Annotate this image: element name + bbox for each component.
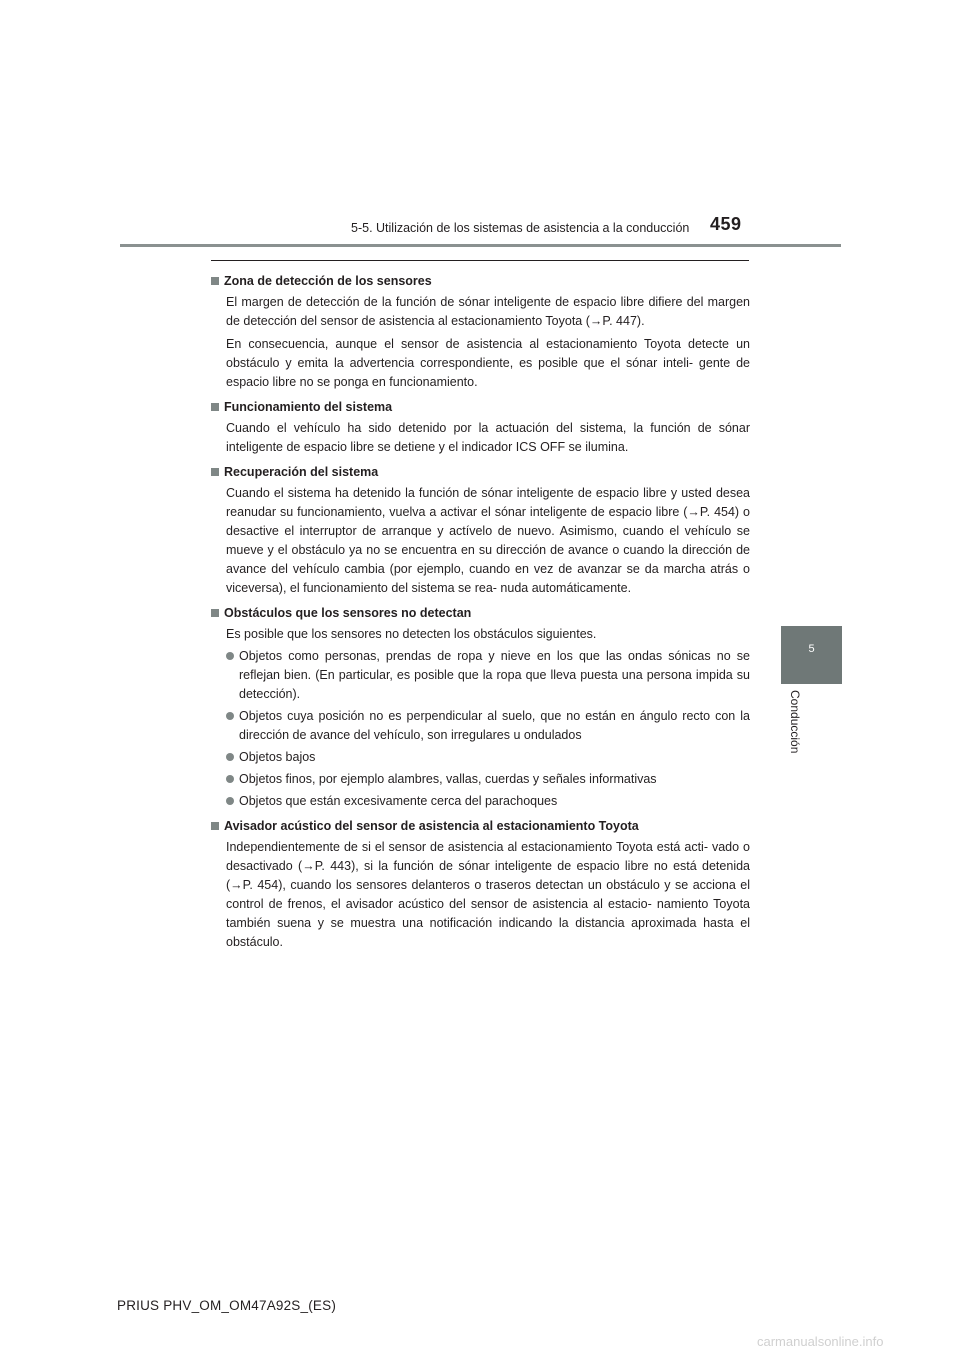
header-section-title: 5-5. Utilización de los sistemas de asistencia a la conducción: [351, 221, 690, 235]
circle-bullet-icon: [226, 753, 234, 761]
circle-bullet-icon: [226, 775, 234, 783]
section-heading: [211, 817, 750, 836]
square-bullet-icon: [211, 609, 219, 617]
watermark: carmanualsonline.info: [757, 1334, 884, 1349]
circle-bullet-icon: [226, 652, 234, 660]
section: [211, 817, 750, 952]
list-item-text: Objetos bajos: [239, 750, 316, 764]
section-heading-text: Funcionamiento del sistema: [224, 400, 393, 414]
section-heading-text: Recuperación del sistema: [224, 465, 379, 479]
content-rule: [211, 260, 749, 261]
paragraph: Cuando el sistema ha detenido la función de sónar inteligente de espacio libre y usted desea reanudar su funcionamiento, vuelva a activar el sónar inteligente de espacio libre (→P. 454) o desactive el interruptor de arranque y actívelo de nuevo. Asimismo, cuando el vehículo se mueve y el obstáculo ya no se encuentra en su dirección de avance o cuando la dirección de avance del vehículo cambia (por ejemplo, cuando en vez de avanzar se da marcha atrás o viceversa), el funcionamiento del sistema se rea- nuda automáticamente.: [226, 486, 750, 595]
paragraph: Independientemente de si el sensor de asistencia al estacionamiento Toyota está acti- vado o desactivado (→P. 443), si la función de sónar inteligente de espacio libre no está detenida (→P. 454), cuando los sensores delanteros o traseros detectan un obstáculo y se acciona el control de frenos, el avisador acústico del sensor de asistencia al estacio- namiento Toyota también suena y se muestra una notificación indicando la distancia aproximada hasta el obstáculo.: [226, 840, 750, 949]
chapter-tab: 5: [781, 626, 842, 684]
page-number: 459: [710, 214, 742, 234]
chapter-label: [782, 690, 808, 780]
section: [211, 398, 750, 457]
section-heading: [211, 463, 750, 482]
list-item-text: Objetos cuya posición no es perpendicular al suelo, que no están en ángulo recto con la dirección de avance del vehículo, son irregulares u ondulados: [239, 709, 750, 742]
section-heading-text: Obstáculos que los sensores no detectan: [224, 606, 472, 620]
section: [211, 604, 750, 811]
list-item-text: Objetos finos, por ejemplo alambres, vallas, cuerdas y señales informativas: [239, 772, 657, 786]
section: [211, 463, 750, 598]
circle-bullet-icon: [226, 712, 234, 720]
footer-doc-code: PRIUS PHV_OM_OM47A92S_(ES): [117, 1298, 337, 1313]
paragraph: El margen de detección de la función de sónar inteligente de espacio libre difiere del margen de detección del sensor de asistencia al estacionamiento Toyota (→P. 447).: [226, 295, 750, 328]
header-rule: [120, 244, 841, 247]
paragraph: Cuando el vehículo ha sido detenido por la actuación del sistema, la función de sónar inteligente de espacio libre se detiene y el indicador ICS OFF se ilumina.: [226, 421, 750, 454]
list-item-text: Objetos como personas, prendas de ropa y nieve en los que las ondas sónicas no se reflejan bien. (En particular, es posible que la ropa que lleva puesta una persona impida su detección).: [239, 649, 750, 701]
section-heading: [211, 604, 750, 623]
paragraph: En consecuencia, aunque el sensor de asistencia al estacionamiento Toyota detecte un obstáculo y emita la advertencia correspondiente, es posible que el sónar inteli- gente de espacio libre no se ponga en funcionamiento.: [226, 337, 750, 389]
section-heading-text: Zona de detección de los sensores: [224, 274, 432, 288]
chapter-label-text: Conducción: [788, 690, 802, 754]
section-heading: [211, 272, 750, 291]
list-item: [226, 748, 750, 767]
list-item: [226, 707, 750, 745]
circle-bullet-icon: [226, 797, 234, 805]
square-bullet-icon: [211, 277, 219, 285]
square-bullet-icon: [211, 403, 219, 411]
list-item-text: Objetos que están excesivamente cerca del parachoques: [239, 794, 558, 808]
list-item: [226, 647, 750, 704]
paragraph: Es posible que los sensores no detecten los obstáculos siguientes.: [226, 627, 597, 641]
square-bullet-icon: [211, 822, 219, 830]
square-bullet-icon: [211, 468, 219, 476]
section-heading: [211, 398, 750, 417]
section: [211, 272, 750, 392]
section-heading-text: Avisador acústico del sensor de asistencia al estacionamiento Toyota: [224, 819, 639, 833]
content-body: [211, 270, 750, 958]
list-item: [226, 792, 750, 811]
list-item: [226, 770, 750, 789]
bullet-list: [226, 647, 750, 811]
